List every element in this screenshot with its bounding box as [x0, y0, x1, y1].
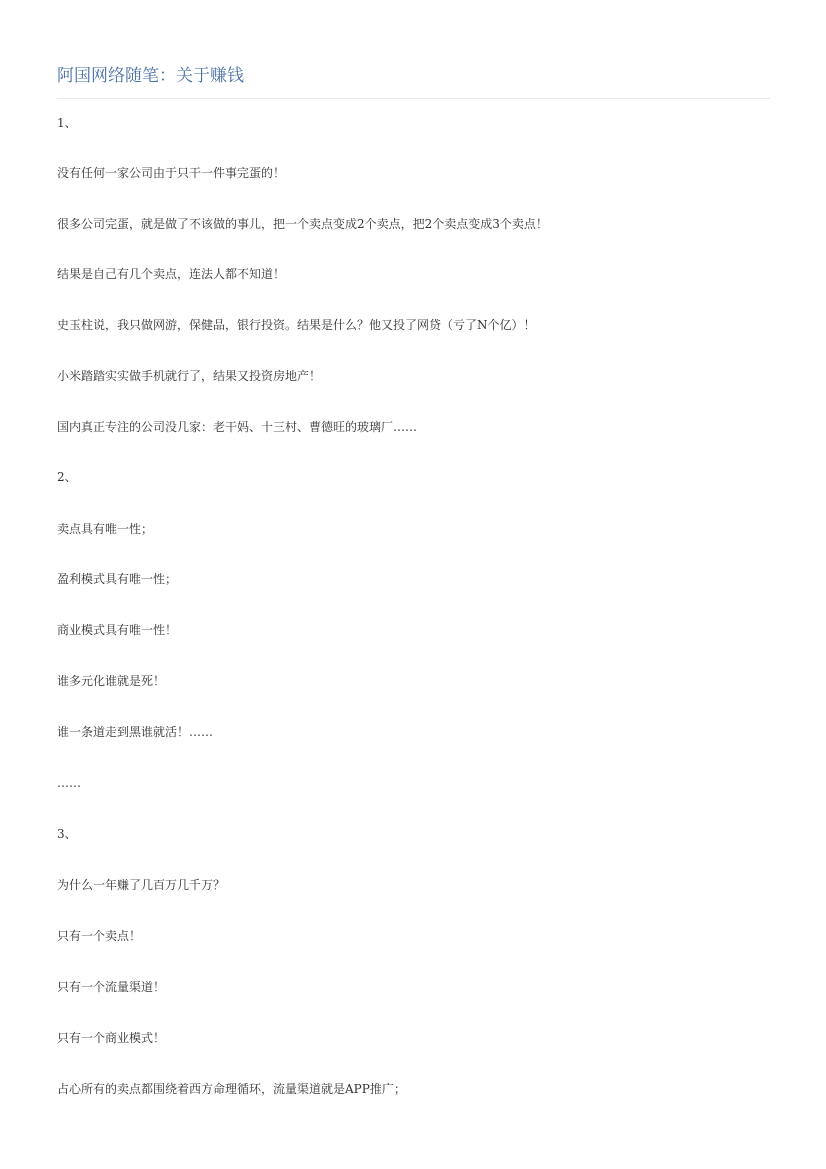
paragraph: 小米踏踏实实做手机就行了，结果又投资房地产！ [57, 369, 322, 383]
paragraph: 只有一个商业模式！ [57, 1031, 166, 1045]
paragraph: 没有任何一家公司由于只干一件事完蛋的！ [57, 166, 286, 180]
paragraph: 盈利模式具有唯一性； [57, 572, 178, 586]
paragraph: 只有一个卖点！ [57, 929, 142, 943]
paragraph: 很多公司完蛋，就是做了不该做的事儿，把一个卖点变成2个卖点，把2个卖点变成3个卖点！ [57, 217, 548, 231]
paragraph: 占心所有的卖点都围绕着西方命理循环，流量渠道就是APP推广； [57, 1082, 406, 1096]
title-divider [57, 98, 770, 99]
paragraph: 为什么一年赚了几百万几千万？ [57, 878, 226, 892]
paragraph: 谁多元化谁就是死！ [57, 674, 166, 688]
section-number-2: 2、 [57, 470, 77, 484]
paragraph: 国内真正专注的公司没几家：老干妈、十三村、曹德旺的玻璃厂…… [57, 420, 418, 434]
paragraph: 史玉柱说，我只做网游，保健品，银行投资。结果是什么？他又投了网贷（亏了N个亿）！ [57, 318, 536, 332]
article-title: 阿国网络随笔：关于赚钱 [57, 66, 244, 86]
paragraph: 只有一个流量渠道！ [57, 980, 166, 994]
paragraph: 商业模式具有唯一性！ [57, 623, 178, 637]
paragraph: 谁一条道走到黑谁就活！…… [57, 725, 214, 739]
paragraph: …… [57, 776, 81, 790]
paragraph: 卖点具有唯一性； [57, 522, 154, 536]
section-number-3: 3、 [57, 827, 77, 841]
section-number-1: 1、 [57, 116, 77, 130]
paragraph: 结果是自己有几个卖点，连法人都不知道！ [57, 267, 286, 281]
